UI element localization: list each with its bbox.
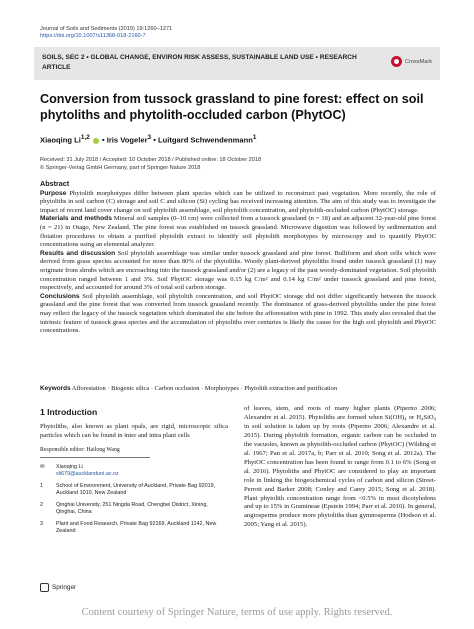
abstract-heading: Abstract (40, 179, 70, 188)
abstract (40, 180, 436, 336)
mail-icon: ✉ (40, 463, 45, 470)
abstract-purpose (40, 190, 436, 216)
publication-dates (40, 156, 261, 172)
affiliation-1 (40, 483, 228, 497)
author-1[interactable]: Xiaoqing Li (40, 135, 81, 145)
publisher-name: Springer (52, 584, 77, 591)
affiliation-2 (40, 502, 228, 516)
journal-citation: Journal of Soils and Sediments (2019) 19:1260–1271 (40, 26, 173, 32)
courtesy-notice: Content courtesy of Springer Nature, terms of use apply. Rights reserved. (81, 607, 393, 618)
affiliation-3-number: 3 (40, 520, 43, 527)
right-column (244, 405, 436, 530)
copyright-line: © Springer-Verlag GmbH Germany, part of Springer Nature 2018 (40, 165, 201, 171)
purpose-text: Phytolith morphotypes differ between plant species which can be utilized to reconstruct past vegetation. More recently, the role of phytoliths in soil carbon (C) storage and soil C and silicon (Si) cycling has received increasing attention. The aim of this study was to investigate the impact of recent land cover change on soil phytolith assemblage, soil phytolith concentration, and phytolith-occluded carbon (PhytOC) storage. (40, 189, 436, 214)
introduction-text-right: of leaves, stem, and roots of many higher plants (Piperno 2006; Alexandre et al. 2015). Phytoliths are formed when Si(OH)₄ or H₄SiO₄ in soil solution is taken up by roots (Piperno 2006; Alexandre et al. 2015). During phytolith formation, organic carbon can be occluded in the vacuoles, known as phytolith-occluded carbon (PhytOC) (Wilding et al. 1967; Pan et al. 2017a, b; Parr et al. 2010; Song et al. 2012a). The PhytOC concentration has been found to range from 0.1 to 6% (Song et al. 2016). Phytoliths and PhytOC are considered to play an important role in linking the biogeochemical cycles of carbon and silicon (Street-Perrott and Barker 2008; Conley and Carey 2015; Song et al. 2018). Plant phytolith concentration range from <0.5% in most dicotyledons and up to 15% in Gramineae (Epstein 1994; Parr et al. 2010). In general, angiosperms produce more phytoliths than gymnosperms (Hodson et al. 2005; Yang et al. 2015). (244, 405, 436, 529)
responsible-editor: Responsible editor: Hailong Wang (40, 447, 150, 458)
section-label: SOILS, SEC 2 • GLOBAL CHANGE, ENVIRON RISK ASSESS, SUSTAINABLE LAND USE • RESEARCH ARTICLE (42, 54, 357, 71)
keywords-label: Keywords (40, 385, 71, 392)
affiliation-2-text: Qinghai University, 251 Ningda Road, Chengbei District, Xining, Qinghai, China (56, 501, 208, 515)
results-text: Soil phytolith assemblage was similar under tussock grassland and pine forest. Bulliform and short cells which were derived from grass species accounted for more than 80% of the phytoliths. Woody plant-derived phytoliths found under tussock grassland (1) may originate from shrubs which are encroaching into the tussock grassland and/or (2) are a legacy of the past woody-dominated vegetation. Soil phytolith concentration ranged between 1 and 3%. Soil PhytOC storage was 0.15 kg C/m² and 0.14 kg C/m² under tussock grassland and pine forest, respectively, and accounted for around 3% of total soil carbon storage. (40, 249, 436, 292)
purpose-label: Purpose (40, 189, 67, 197)
results-label: Results and discussion (40, 249, 116, 257)
author-2-affil: 3 (147, 134, 152, 141)
affiliations (40, 464, 228, 535)
methods-label: Materials and methods (40, 215, 112, 223)
abstract-results (40, 250, 436, 293)
history-dates: Received: 31 July 2018 / Accepted: 10 October 2018 / Published online: 18 October 2018 (40, 157, 262, 163)
methods-text: Mineral soil samples (0–10 cm) were collected from a tussock grassland (n = 18) and an adjacent 32-year-old pine forest (n = 21) in Otago, New Zealand. The pine forest was established on tussock grassland. Microwave digestion was followed by sedimentation and flotation procedures to obtain a purified phytolith extract to identify soil phytolith morphotypes by microscopy and to quantify PhytOC concentrations using an elemental analyzer. (40, 215, 436, 249)
correspondence-name: Xiaoqing Li (56, 463, 83, 470)
author-3[interactable]: • Luitgard Schwendenmann (151, 135, 253, 145)
correspondence (40, 464, 228, 478)
affiliation-3 (40, 521, 228, 535)
affiliation-3-text: Plant and Food Research, Private Bag 92169, Auckland 1142, New Zealand (56, 520, 217, 534)
abstract-methods (40, 215, 436, 249)
crossmark-label: CrossMark (404, 58, 432, 65)
author-3-affil: 1 (252, 134, 257, 141)
introduction-text-left: Phytoliths, also known as plant opals, are rigid, microscopic silica particles which can be found in inter and intra plant cells (40, 423, 228, 439)
left-column (40, 407, 228, 540)
crossmark-icon (391, 56, 402, 67)
author-2[interactable]: • Iris Vogeler (99, 135, 148, 145)
doi-link[interactable]: https://doi.org/10.1007/s11368-018-2160-7 (40, 33, 146, 40)
introduction-heading: 1 Introduction (40, 407, 98, 417)
correspondence-email[interactable]: xli679@aucklanduni.ac.nz (56, 470, 119, 477)
author-1-affil: 1,2 (80, 134, 90, 141)
affiliation-2-number: 2 (40, 501, 43, 508)
affiliation-1-text: School of Environment, University of Auckland, Private Bag 92019, Auckland 1010, New Zealand (56, 482, 216, 496)
conclusions-text: Soil phytolith assemblage, soil phytolith concentration, and soil PhytOC storage did not differ significantly between the tussock grassland and the pine forest that was converted from tussock grassland recently. The dominance of grass-derived phytoliths under the pine forest may reflect the legacy of the tussock vegetation which dominated the site before the afforestation with pine in 1992. This study also revealed that the intrinsic feature of tussock grass species and the accumulation of phytoliths over centuries is likely the cause for the high soil phytolith and PhytOC concentrations. (40, 292, 436, 335)
publisher-logo (40, 583, 76, 592)
abstract-conclusions (40, 293, 436, 336)
affiliation-1-number: 1 (40, 482, 43, 489)
section-banner (34, 47, 440, 80)
keywords-text: Afforestation · Biogenic silica · Carbon occlusion · Morphotypes · Phytolith extraction and purification (71, 385, 338, 392)
article-title: Conversion from tussock grassland to pine forest: effect on soil phytoliths and phytolith-occluded carbon (PhytOC) (40, 92, 424, 122)
crossmark-badge[interactable] (391, 56, 432, 67)
journal-reference (40, 26, 172, 41)
conclusions-label: Conclusions (40, 292, 80, 300)
orcid-icon[interactable] (93, 138, 99, 144)
keywords (40, 385, 436, 393)
springer-icon (40, 583, 49, 592)
author-list (40, 134, 256, 145)
